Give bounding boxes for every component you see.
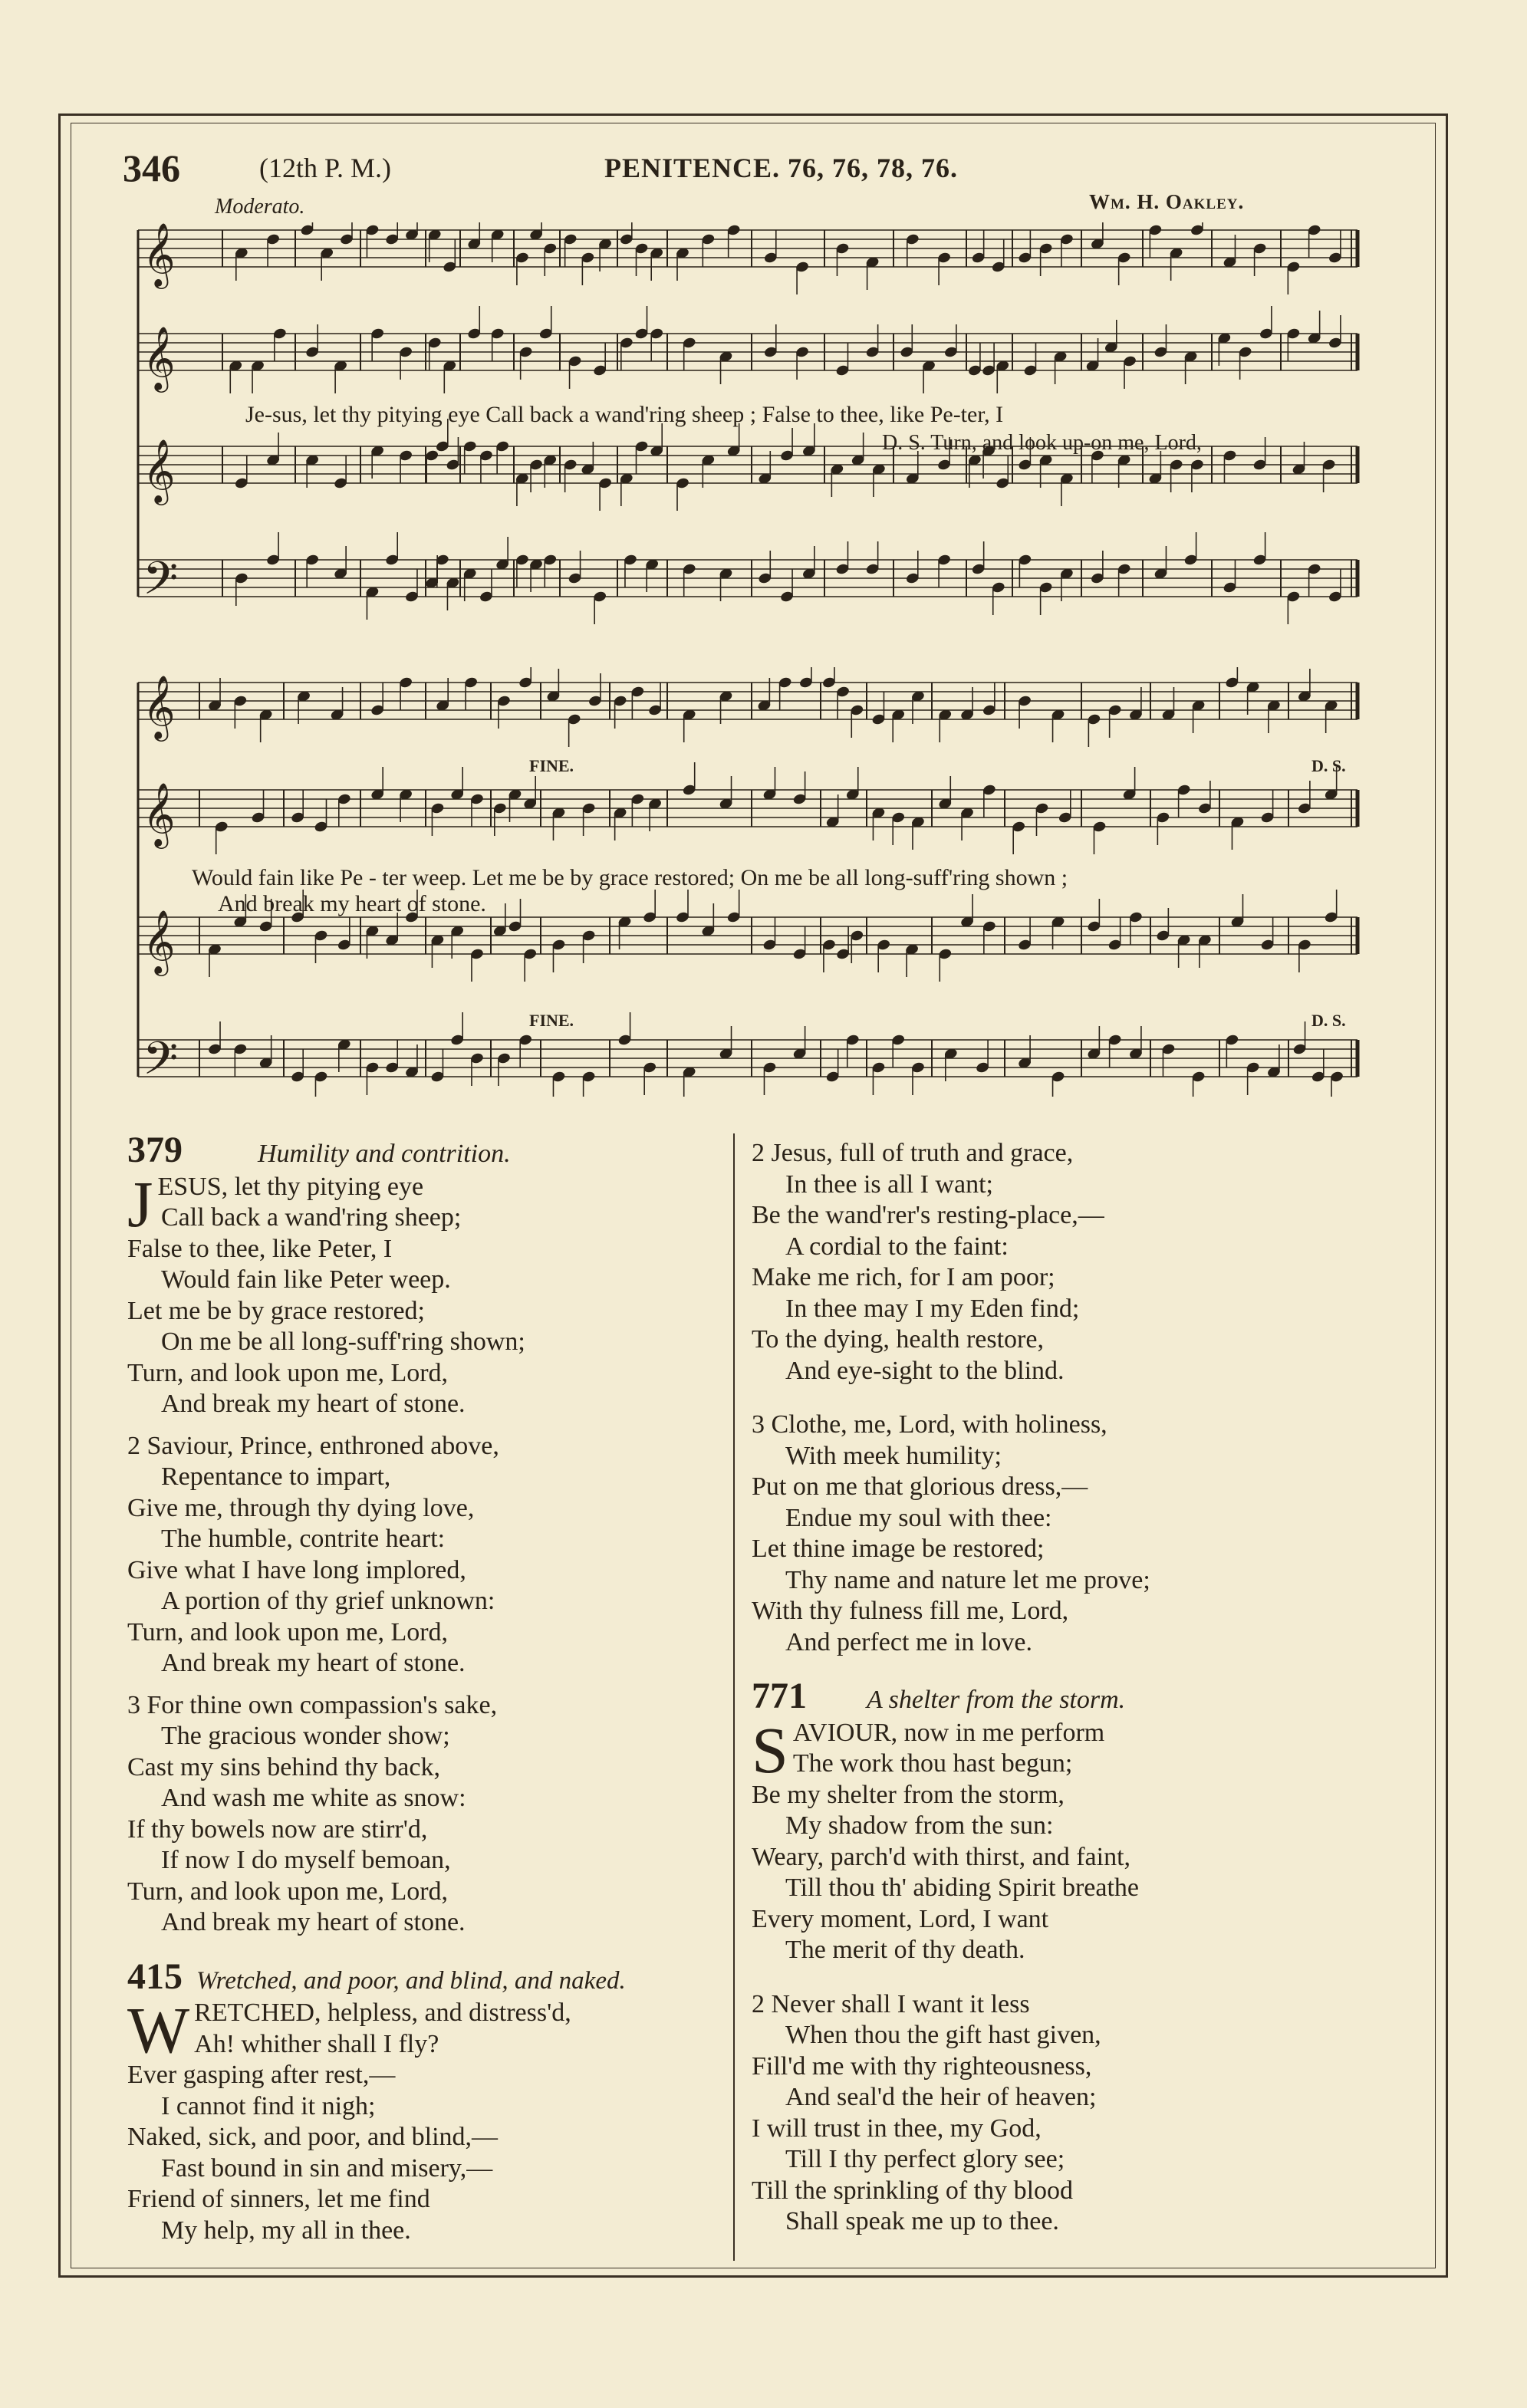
verse-line: Till the sprinkling of thy blood	[752, 2176, 1074, 2205]
stanza	[127, 1431, 726, 1679]
verse-line: Make me rich, for I am poor;	[752, 1263, 1055, 1291]
verse-line: In thee may I my Eden find;	[785, 1294, 1080, 1323]
verse-line: Shall speak me up to thee.	[785, 2207, 1059, 2235]
lyric-line-1: Je-sus, let thy pitying eye Call back a wand'ring sheep ; False to thee, like Pe-ter, I	[245, 402, 1004, 427]
verse-line: False to thee, like Peter, I	[127, 1234, 393, 1263]
treble-clef-icon: 𝄞	[143, 222, 176, 286]
verse-line: And break my heart of stone.	[161, 1649, 466, 1677]
verse-line: AVIOUR, now in me perform	[792, 1718, 1105, 1747]
verse-line: Endue my soul with thee:	[785, 1503, 1052, 1532]
verse-line: Repentance to impart,	[161, 1462, 391, 1491]
tune-title: PENITENCE. 76, 76, 78, 76.	[604, 153, 959, 183]
stanza	[752, 1989, 1381, 2238]
verse-line: If thy bowels now are stirr'd,	[127, 1814, 428, 1844]
verse-line: 2 Jesus, full of truth and grace,	[752, 1139, 1074, 1167]
bass-clef-icon: 𝄢	[143, 551, 179, 616]
verse-line: Be my shelter from the storm,	[752, 1780, 1065, 1809]
verse-line: Let thine image be restored;	[752, 1535, 1045, 1563]
bass-clef-icon: 𝄢	[143, 1031, 179, 1096]
hymn-header	[752, 1676, 1381, 1716]
column-divider	[733, 1133, 735, 2261]
verse-line: Thy name and nature let me prove;	[785, 1565, 1150, 1594]
hymn-title: Humility and contrition.	[258, 1140, 511, 1168]
meter-name: (12th P. M.)	[259, 153, 392, 183]
treble-clef-icon: 𝄞	[143, 909, 176, 973]
verse-line: The gracious wonder show;	[161, 1722, 450, 1750]
verse-line: 2 Never shall I want it less	[752, 1989, 1030, 2018]
verse-line: RETCHED, helpless, and distress'd,	[194, 1998, 571, 2027]
verse-line: Give me, through thy dying love,	[127, 1493, 475, 1522]
verse-line: In thee is all I want;	[785, 1169, 993, 1199]
verse-line: 2 Saviour, Prince, enthroned above,	[127, 1431, 499, 1460]
verse-line: Call back a wand'ring sheep;	[161, 1203, 462, 1232]
verse-line: With meek humility;	[785, 1441, 1002, 1470]
verse-line: Ah! whither shall I fly?	[194, 2029, 439, 2058]
verse-line: Fast bound in sin and misery,—	[161, 2153, 493, 2183]
verse-line: Naked, sick, and poor, and blind,—	[127, 2123, 499, 2151]
treble-clef-icon: 𝄞	[143, 781, 176, 846]
verse-line: Turn, and look upon me, Lord,	[127, 1877, 449, 1906]
lyric-line-2: Would fain like Pe - ter weep. Let me be by grace restored; On me be all long-suff'ring shown ;	[192, 865, 1068, 890]
hymn-number: 379	[127, 1130, 183, 1170]
verse-line: Be the wand'rer's resting-place,—	[752, 1201, 1104, 1229]
music-system-1	[130, 222, 1373, 637]
lyric-ds-line-1: D. S. Turn, and look up-on me, Lord,	[882, 431, 1202, 455]
verse-line: I will trust in thee, my God,	[752, 2114, 1042, 2143]
verse-line: Weary, parch'd with thirst, and faint,	[752, 1842, 1131, 1871]
verse-line: Fill'd me with thy righteousness,	[752, 2051, 1092, 2081]
verse-line: And eye-sight to the blind.	[785, 1356, 1065, 1385]
verse-line: Till I thy perfect glory see;	[785, 2145, 1065, 2173]
verse-line: Would fain like Peter weep.	[161, 1265, 451, 1294]
verse-line: The humble, contrite heart:	[161, 1525, 446, 1553]
drop-cap: S	[752, 1712, 788, 1787]
verse-line: My help, my all in thee.	[161, 2216, 411, 2245]
verse-line: Give what I have long implored,	[127, 1555, 466, 1584]
verse-line: I cannot find it nigh;	[161, 2091, 376, 2120]
verse-line: Put on me that glorious dress,—	[752, 1472, 1088, 1501]
hymn-title: A shelter from the storm.	[867, 1686, 1126, 1714]
stanza	[127, 1690, 726, 1939]
verse-line: The work thou hast begun;	[792, 1749, 1073, 1778]
verse-line: Till thou th' abiding Spirit breathe	[785, 1873, 1140, 1902]
verse-line: A portion of thy grief unknown:	[161, 1587, 495, 1615]
verse-line: To the dying, health restore,	[752, 1325, 1044, 1354]
verse-line: 3 Clothe, me, Lord, with holiness,	[752, 1410, 1107, 1439]
drop-cap: W	[127, 1993, 190, 2067]
verse-line: Cast my sins behind thy back,	[127, 1752, 440, 1781]
verse-line: And break my heart of stone.	[161, 1390, 466, 1418]
verse-line: And perfect me in love.	[785, 1627, 1032, 1656]
verse-line: If now I do myself bemoan,	[161, 1846, 451, 1874]
verse-line: When thou the gift hast given,	[785, 2021, 1101, 2049]
verse-line: 3 For thine own compassion's sake,	[127, 1690, 498, 1719]
verse-line: Every moment, Lord, I want	[752, 1904, 1049, 1933]
fine-mark-1: FINE.	[529, 756, 574, 775]
verse-line: And break my heart of stone.	[161, 1908, 466, 1936]
left-column	[127, 1130, 726, 2246]
verse-line: And wash me white as snow:	[161, 1784, 466, 1812]
stanza	[752, 1138, 1381, 1387]
verse-line: The merit of thy death.	[785, 1936, 1025, 1964]
verse-line: Ever gasping after rest,—	[127, 2061, 396, 2089]
verse-line: ESUS, let thy pitying eye	[157, 1172, 424, 1201]
verse-line: Let me be by grace restored;	[127, 1296, 425, 1325]
verse-line: Friend of sinners, let me find	[127, 2185, 430, 2213]
page-number: 346	[123, 146, 180, 189]
stanza	[752, 1712, 1381, 1966]
verse-line: Turn, and look upon me, Lord,	[127, 1358, 449, 1387]
verse-line: A cordial to the faint:	[785, 1232, 1009, 1261]
composer-name: Wm. H. Oakley.	[1089, 190, 1245, 213]
hymn-header	[127, 1130, 726, 1170]
verse-line: My shadow from the sun:	[785, 1811, 1054, 1840]
stanza	[127, 1993, 726, 2246]
verse-line: With thy fulness fill me, Lord,	[752, 1597, 1069, 1625]
lyric-ds-line-2: And break my heart of stone.	[218, 891, 486, 916]
treble-clef-icon: 𝄞	[143, 674, 176, 739]
right-column	[752, 1138, 1381, 2238]
drop-cap: J	[127, 1166, 153, 1241]
tempo-marking: Moderato.	[215, 195, 305, 219]
verse-line: Turn, and look upon me, Lord,	[127, 1617, 449, 1646]
hymn-title: Wretched, and poor, and blind, and naked.	[196, 1966, 626, 1995]
stanza	[752, 1410, 1381, 1658]
stanza	[127, 1166, 726, 1420]
treble-clef-icon: 𝄞	[143, 325, 176, 390]
fine-mark-2: FINE.	[529, 1011, 574, 1030]
treble-clef-icon: 𝄞	[143, 438, 176, 502]
hymn-number: 771	[752, 1676, 807, 1716]
hymn-header	[127, 1956, 726, 1997]
ds-mark-1: D. S.	[1311, 756, 1346, 775]
hymn-number: 415	[127, 1956, 183, 1997]
verse-line: And seal'd the heir of heaven;	[785, 2083, 1097, 2111]
ds-mark-2: D. S.	[1311, 1011, 1346, 1030]
verse-line: On me be all long-suff'ring shown;	[161, 1327, 525, 1356]
